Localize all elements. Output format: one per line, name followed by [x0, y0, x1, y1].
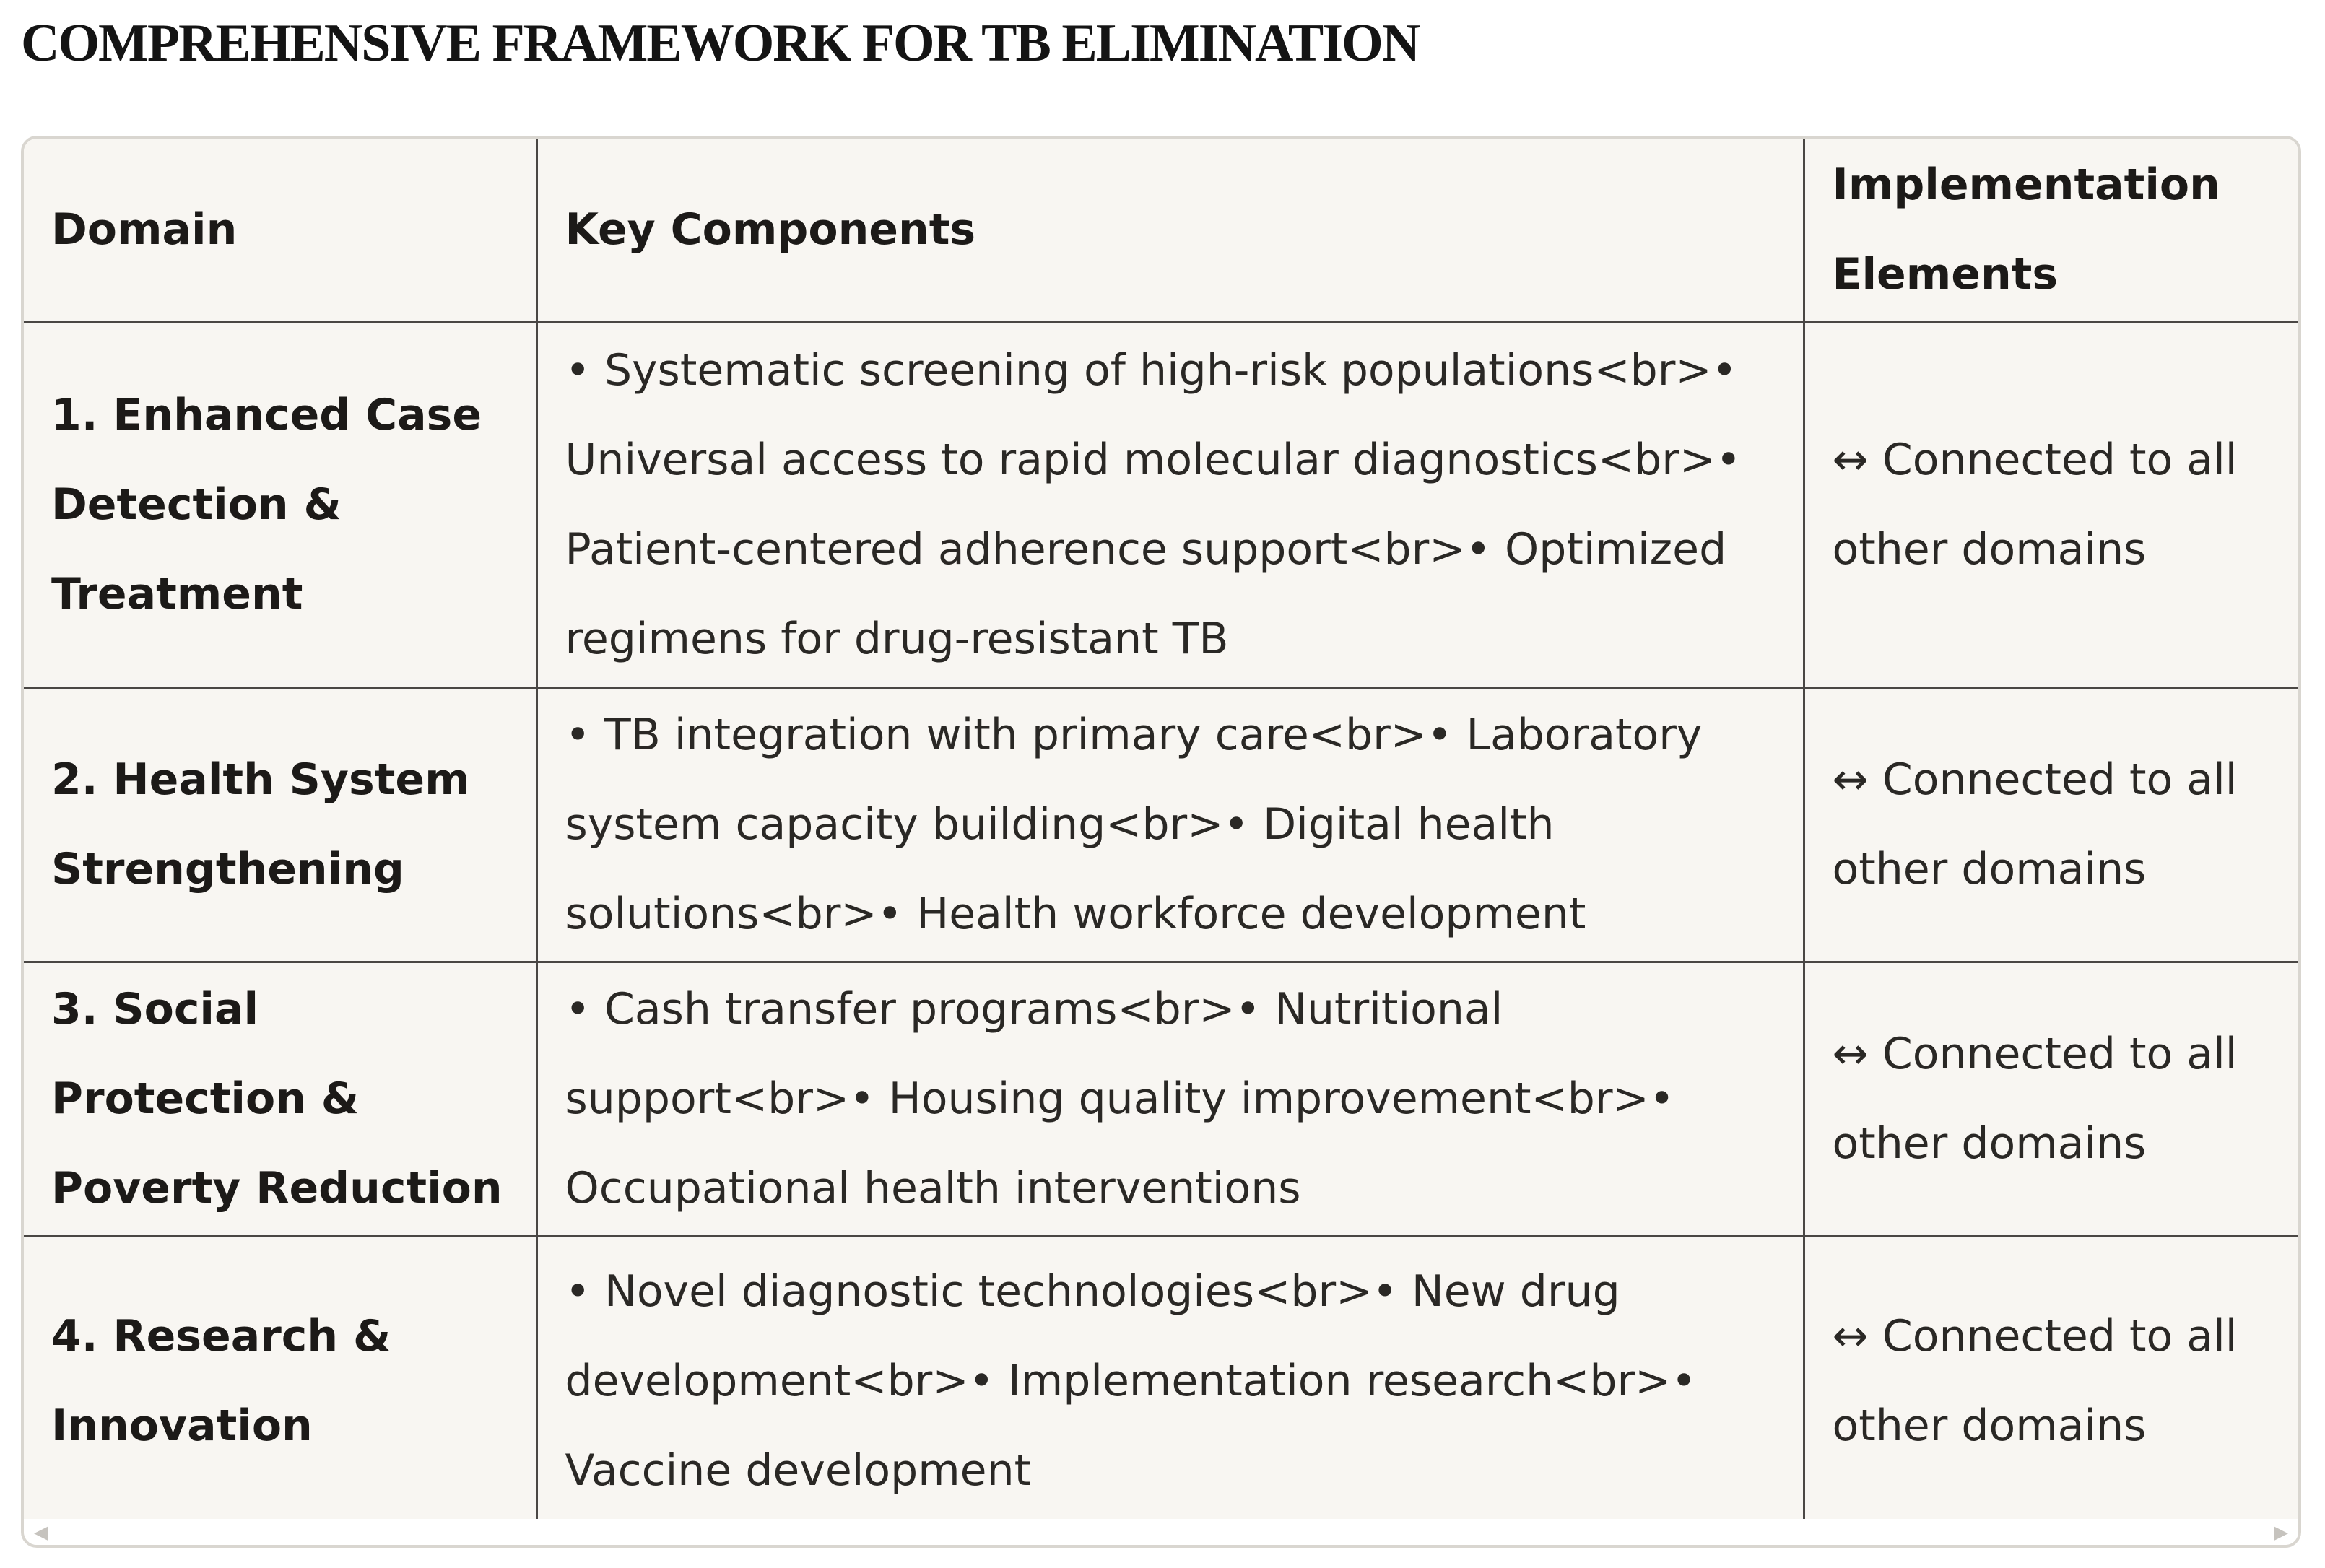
components-cell: • Cash transfer programs<br>• Nutritional support<br>• Housing quality improvement<br>• Occupational health interventions — [536, 962, 1804, 1236]
implementation-cell: ↔ Connected to all other domains — [1804, 1236, 2298, 1525]
domain-cell: 1. Enhanced Case Detection & Treatment — [24, 322, 536, 687]
page-title: COMPREHENSIVE FRAMEWORK FOR TB ELIMINATION — [21, 14, 1420, 73]
framework-table — [24, 139, 2298, 1525]
domain-cell: 3. Social Protection & Poverty Reduction — [24, 962, 536, 1236]
scroll-left-arrow-icon[interactable]: ◀ — [34, 1522, 48, 1543]
table-container[interactable] — [21, 136, 2301, 1548]
header-domain: Domain — [24, 139, 536, 322]
table-row — [24, 962, 2298, 1236]
horizontal-scrollbar[interactable] — [24, 1519, 2298, 1545]
table-row — [24, 687, 2298, 962]
table-row — [24, 1236, 2298, 1525]
table-row — [24, 322, 2298, 687]
domain-cell: 2. Health System Strengthening — [24, 687, 536, 962]
header-key-components: Key Components — [536, 139, 1804, 322]
components-cell: • Systematic screening of high-risk populations<br>• Universal access to rapid molecular diagnostics<br>• Patient-centered adherence support<br>• Optimized regimens for drug-resistant TB — [536, 322, 1804, 687]
domain-cell: 4. Research & Innovation — [24, 1236, 536, 1525]
implementation-cell: ↔ Connected to all other domains — [1804, 687, 2298, 962]
table-header-row — [24, 139, 2298, 322]
scroll-right-arrow-icon[interactable]: ▶ — [2274, 1522, 2288, 1543]
components-cell: • Novel diagnostic technologies<br>• New drug development<br>• Implementation research<br>• Vaccine development — [536, 1236, 1804, 1525]
header-implementation-elements: Implementation Elements — [1804, 139, 2298, 322]
implementation-cell: ↔ Connected to all other domains — [1804, 322, 2298, 687]
components-cell: • TB integration with primary care<br>• Laboratory system capacity building<br>• Digital health solutions<br>• Health workforce development — [536, 687, 1804, 962]
implementation-cell: ↔ Connected to all other domains — [1804, 962, 2298, 1236]
